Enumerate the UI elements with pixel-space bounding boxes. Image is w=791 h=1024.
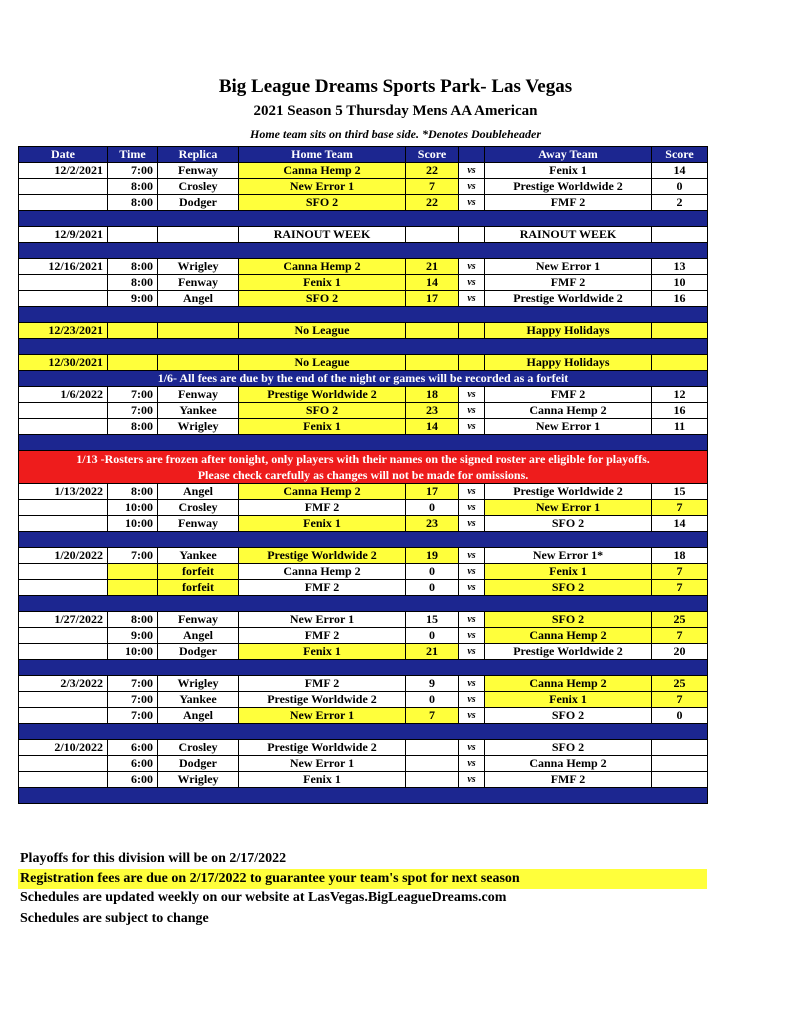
game-row — [19, 628, 708, 644]
game-row — [19, 291, 708, 307]
separator-row — [19, 307, 708, 323]
vs-cell: vs — [459, 548, 485, 564]
game-row — [19, 740, 708, 756]
time-cell: 7:00 — [108, 692, 158, 708]
replica-cell: Dodger — [158, 195, 239, 211]
replica-cell: Dodger — [158, 756, 239, 772]
week-notice-row — [19, 323, 708, 339]
away-team-cell: Prestige Worldwide 2 — [485, 179, 652, 195]
home-score-cell: 7 — [406, 179, 459, 195]
vs-cell: vs — [459, 484, 485, 500]
home-team-cell: Fenix 1 — [239, 644, 406, 660]
date-cell — [19, 179, 108, 195]
away-team-cell: FMF 2 — [485, 772, 652, 788]
replica-cell: Angel — [158, 628, 239, 644]
col-header-time: Time — [108, 147, 158, 163]
date-cell: 1/13/2022 — [19, 484, 108, 500]
away-score-cell — [652, 227, 708, 243]
vs-cell: vs — [459, 740, 485, 756]
home-team-cell: Fenix 1 — [239, 772, 406, 788]
time-cell — [108, 227, 158, 243]
home-team-cell: Canna Hemp 2 — [239, 163, 406, 179]
game-row — [19, 756, 708, 772]
home-score-cell — [406, 323, 459, 339]
home-team-cell: FMF 2 — [239, 500, 406, 516]
replica-cell: Crosley — [158, 179, 239, 195]
away-team-cell: Canna Hemp 2 — [485, 403, 652, 419]
separator-cell — [19, 596, 708, 612]
home-team-cell: FMF 2 — [239, 580, 406, 596]
separator-cell — [19, 788, 708, 804]
game-row — [19, 564, 708, 580]
vs-cell — [459, 323, 485, 339]
replica-cell: Wrigley — [158, 259, 239, 275]
vs-cell: vs — [459, 179, 485, 195]
home-score-cell: 19 — [406, 548, 459, 564]
notice-row — [19, 371, 708, 387]
date-cell — [19, 628, 108, 644]
home-score-cell: 21 — [406, 259, 459, 275]
home-score-cell — [406, 772, 459, 788]
away-team-cell: Happy Holidays — [485, 323, 652, 339]
vs-cell: vs — [459, 291, 485, 307]
date-cell — [19, 708, 108, 724]
col-header-vs — [459, 147, 485, 163]
home-score-cell: 0 — [406, 580, 459, 596]
home-score-cell: 14 — [406, 419, 459, 435]
replica-cell: Fenway — [158, 387, 239, 403]
time-cell: 7:00 — [108, 708, 158, 724]
vs-cell: vs — [459, 708, 485, 724]
away-score-cell: 11 — [652, 419, 708, 435]
away-score-cell: 2 — [652, 195, 708, 211]
separator-row — [19, 596, 708, 612]
page-title: Big League Dreams Sports Park- Las Vegas — [218, 76, 573, 97]
separator-row — [19, 788, 708, 804]
vs-cell: vs — [459, 580, 485, 596]
replica-cell: Fenway — [158, 163, 239, 179]
date-cell: 12/16/2021 — [19, 259, 108, 275]
time-cell: 8:00 — [108, 484, 158, 500]
replica-cell: Yankee — [158, 548, 239, 564]
home-team-cell: Fenix 1 — [239, 419, 406, 435]
home-team-cell: New Error 1 — [239, 612, 406, 628]
vs-cell — [459, 355, 485, 371]
date-cell: 12/30/2021 — [19, 355, 108, 371]
home-score-cell: 9 — [406, 676, 459, 692]
away-team-cell: Fenix 1 — [485, 163, 652, 179]
vs-cell: vs — [459, 195, 485, 211]
home-team-cell: Canna Hemp 2 — [239, 484, 406, 500]
away-team-cell: New Error 1* — [485, 548, 652, 564]
date-cell — [19, 772, 108, 788]
date-cell — [19, 419, 108, 435]
date-cell: 2/3/2022 — [19, 676, 108, 692]
home-team-cell: New Error 1 — [239, 708, 406, 724]
time-cell — [108, 355, 158, 371]
time-cell: 7:00 — [108, 403, 158, 419]
home-score-cell: 17 — [406, 291, 459, 307]
replica-cell: Yankee — [158, 403, 239, 419]
date-cell — [19, 403, 108, 419]
replica-cell: Fenway — [158, 275, 239, 291]
away-team-cell: New Error 1 — [485, 419, 652, 435]
vs-cell: vs — [459, 387, 485, 403]
time-cell: 8:00 — [108, 419, 158, 435]
separator-cell — [19, 724, 708, 740]
vs-cell: vs — [459, 676, 485, 692]
replica-cell: Fenway — [158, 516, 239, 532]
roster-alert-line-1: 1/13 -Rosters are frozen after tonight, only players with their names on the signed roster are eligible for playoffs. — [76, 452, 650, 466]
replica-cell — [158, 323, 239, 339]
home-score-cell: 22 — [406, 163, 459, 179]
game-row — [19, 692, 708, 708]
col-header-home-score: Score — [406, 147, 459, 163]
time-cell: 7:00 — [108, 163, 158, 179]
home-team-cell: RAINOUT WEEK — [239, 227, 406, 243]
home-team-cell: Prestige Worldwide 2 — [239, 692, 406, 708]
away-score-cell: 7 — [652, 628, 708, 644]
time-cell: 7:00 — [108, 387, 158, 403]
separator-cell — [19, 243, 708, 259]
away-team-cell: Fenix 1 — [485, 692, 652, 708]
date-cell — [19, 500, 108, 516]
away-team-cell: FMF 2 — [485, 275, 652, 291]
away-team-cell: SFO 2 — [485, 708, 652, 724]
away-score-cell: 25 — [652, 676, 708, 692]
away-score-cell: 14 — [652, 516, 708, 532]
replica-cell: forfeit — [158, 564, 239, 580]
col-header-replica: Replica — [158, 147, 239, 163]
home-score-cell: 0 — [406, 628, 459, 644]
replica-cell: Angel — [158, 484, 239, 500]
away-score-cell: 16 — [652, 291, 708, 307]
home-team-cell: No League — [239, 355, 406, 371]
game-row — [19, 179, 708, 195]
game-row — [19, 275, 708, 291]
replica-cell: Fenway — [158, 612, 239, 628]
away-team-cell: RAINOUT WEEK — [485, 227, 652, 243]
home-score-cell: 14 — [406, 275, 459, 291]
home-score-cell: 17 — [406, 484, 459, 500]
time-cell: 10:00 — [108, 500, 158, 516]
home-team-cell: Fenix 1 — [239, 516, 406, 532]
separator-row — [19, 435, 708, 451]
page-subtitle: 2021 Season 5 Thursday Mens AA American — [253, 103, 538, 119]
vs-cell: vs — [459, 628, 485, 644]
time-cell: 6:00 — [108, 756, 158, 772]
game-row — [19, 548, 708, 564]
date-cell — [19, 291, 108, 307]
away-score-cell — [652, 740, 708, 756]
away-score-cell: 16 — [652, 403, 708, 419]
vs-cell: vs — [459, 772, 485, 788]
separator-row — [19, 724, 708, 740]
home-score-cell — [406, 756, 459, 772]
vs-cell: vs — [459, 275, 485, 291]
roster-alert-cell — [19, 451, 708, 484]
separator-cell — [19, 660, 708, 676]
home-score-cell — [406, 740, 459, 756]
away-score-cell: 18 — [652, 548, 708, 564]
date-cell: 12/2/2021 — [19, 163, 108, 179]
time-cell — [108, 580, 158, 596]
away-team-cell: Prestige Worldwide 2 — [485, 291, 652, 307]
home-team-cell: Prestige Worldwide 2 — [239, 740, 406, 756]
separator-cell — [19, 339, 708, 355]
replica-cell: Crosley — [158, 740, 239, 756]
date-cell — [19, 580, 108, 596]
date-cell: 2/10/2022 — [19, 740, 108, 756]
time-cell: 10:00 — [108, 644, 158, 660]
game-row — [19, 163, 708, 179]
time-cell — [108, 564, 158, 580]
table-header-row — [19, 147, 708, 163]
away-score-cell: 12 — [652, 387, 708, 403]
vs-cell: vs — [459, 419, 485, 435]
vs-cell: vs — [459, 516, 485, 532]
time-cell — [108, 323, 158, 339]
replica-cell: forfeit — [158, 580, 239, 596]
home-score-cell: 0 — [406, 692, 459, 708]
away-team-cell: SFO 2 — [485, 580, 652, 596]
home-team-cell: Prestige Worldwide 2 — [239, 548, 406, 564]
replica-cell: Wrigley — [158, 772, 239, 788]
away-score-cell: 15 — [652, 484, 708, 500]
date-cell — [19, 692, 108, 708]
away-score-cell: 20 — [652, 644, 708, 660]
separator-cell — [19, 211, 708, 227]
separator-cell — [19, 435, 708, 451]
vs-cell: vs — [459, 403, 485, 419]
away-score-cell: 25 — [652, 612, 708, 628]
away-score-cell: 7 — [652, 564, 708, 580]
col-header-home-team: Home Team — [239, 147, 406, 163]
game-row — [19, 708, 708, 724]
playoffs-notice: Playoffs for this division will be on 2/17/2022 — [20, 851, 287, 866]
game-row — [19, 419, 708, 435]
home-team-cell: New Error 1 — [239, 756, 406, 772]
time-cell: 8:00 — [108, 195, 158, 211]
home-team-cell: SFO 2 — [239, 291, 406, 307]
col-header-away-score: Score — [652, 147, 708, 163]
vs-cell: vs — [459, 612, 485, 628]
home-score-cell: 0 — [406, 564, 459, 580]
away-team-cell: SFO 2 — [485, 740, 652, 756]
time-cell: 8:00 — [108, 275, 158, 291]
col-header-date: Date — [19, 147, 108, 163]
home-team-cell: Canna Hemp 2 — [239, 564, 406, 580]
date-cell — [19, 516, 108, 532]
notice-text: 1/6- All fees are due by the end of the night or games will be recorded as a forfeit — [19, 371, 708, 387]
vs-cell: vs — [459, 163, 485, 179]
away-score-cell — [652, 756, 708, 772]
replica-cell: Dodger — [158, 644, 239, 660]
separator-row — [19, 211, 708, 227]
home-team-cell: Canna Hemp 2 — [239, 259, 406, 275]
col-header-away-team: Away Team — [485, 147, 652, 163]
vs-cell: vs — [459, 259, 485, 275]
home-team-cell: Fenix 1 — [239, 275, 406, 291]
replica-cell — [158, 227, 239, 243]
separator-row — [19, 532, 708, 548]
away-score-cell: 14 — [652, 163, 708, 179]
replica-cell: Crosley — [158, 500, 239, 516]
week-notice-row — [19, 227, 708, 243]
separator-cell — [19, 307, 708, 323]
away-team-cell: New Error 1 — [485, 259, 652, 275]
away-score-cell: 0 — [652, 179, 708, 195]
away-team-cell: Prestige Worldwide 2 — [485, 484, 652, 500]
replica-cell: Angel — [158, 708, 239, 724]
vs-cell: vs — [459, 500, 485, 516]
away-score-cell — [652, 772, 708, 788]
away-team-cell: Canna Hemp 2 — [485, 676, 652, 692]
away-score-cell: 7 — [652, 580, 708, 596]
date-cell — [19, 564, 108, 580]
roster-alert-line-2: Please check carefully as changes will not be made for omissions. — [197, 468, 529, 482]
date-cell — [19, 644, 108, 660]
change-notice: Schedules are subject to change — [20, 911, 209, 926]
home-score-cell: 0 — [406, 500, 459, 516]
game-row — [19, 612, 708, 628]
home-score-cell — [406, 227, 459, 243]
schedule-table — [18, 146, 708, 804]
date-cell: 1/6/2022 — [19, 387, 108, 403]
time-cell: 8:00 — [108, 179, 158, 195]
game-row — [19, 516, 708, 532]
home-score-cell: 23 — [406, 403, 459, 419]
home-team-cell: SFO 2 — [239, 195, 406, 211]
time-cell: 7:00 — [108, 548, 158, 564]
away-team-cell: SFO 2 — [485, 612, 652, 628]
away-team-cell: Fenix 1 — [485, 564, 652, 580]
home-team-cell: Prestige Worldwide 2 — [239, 387, 406, 403]
vs-cell: vs — [459, 564, 485, 580]
game-row — [19, 772, 708, 788]
vs-cell — [459, 227, 485, 243]
roster-alert-row — [19, 451, 708, 484]
game-row — [19, 644, 708, 660]
date-cell: 1/27/2022 — [19, 612, 108, 628]
date-cell: 12/9/2021 — [19, 227, 108, 243]
home-score-cell — [406, 355, 459, 371]
away-team-cell: FMF 2 — [485, 387, 652, 403]
game-row — [19, 195, 708, 211]
replica-cell — [158, 355, 239, 371]
away-score-cell: 0 — [652, 708, 708, 724]
home-score-cell: 18 — [406, 387, 459, 403]
time-cell: 6:00 — [108, 772, 158, 788]
replica-cell: Wrigley — [158, 676, 239, 692]
replica-cell: Angel — [158, 291, 239, 307]
date-cell — [19, 195, 108, 211]
away-score-cell: 7 — [652, 692, 708, 708]
separator-cell — [19, 532, 708, 548]
date-cell — [19, 756, 108, 772]
game-row — [19, 403, 708, 419]
away-team-cell: New Error 1 — [485, 500, 652, 516]
vs-cell: vs — [459, 692, 485, 708]
home-score-cell: 23 — [406, 516, 459, 532]
home-score-cell: 22 — [406, 195, 459, 211]
game-row — [19, 580, 708, 596]
home-team-cell: No League — [239, 323, 406, 339]
home-team-cell: SFO 2 — [239, 403, 406, 419]
time-cell: 8:00 — [108, 612, 158, 628]
home-score-cell: 7 — [406, 708, 459, 724]
time-cell: 7:00 — [108, 676, 158, 692]
home-team-cell: FMF 2 — [239, 676, 406, 692]
date-cell — [19, 275, 108, 291]
away-team-cell: Canna Hemp 2 — [485, 756, 652, 772]
away-score-cell — [652, 323, 708, 339]
away-score-cell: 7 — [652, 500, 708, 516]
game-row — [19, 676, 708, 692]
home-score-cell: 21 — [406, 644, 459, 660]
vs-cell: vs — [459, 756, 485, 772]
week-notice-row — [19, 355, 708, 371]
time-cell: 9:00 — [108, 291, 158, 307]
away-score-cell — [652, 355, 708, 371]
website-notice: Schedules are updated weekly on our website at LasVegas.BigLeagueDreams.com — [20, 890, 507, 905]
registration-notice: Registration fees are due on 2/17/2022 to guarantee your team's spot for next season — [18, 869, 707, 889]
date-cell: 12/23/2021 — [19, 323, 108, 339]
game-row — [19, 387, 708, 403]
away-team-cell: SFO 2 — [485, 516, 652, 532]
game-row — [19, 500, 708, 516]
separator-row — [19, 243, 708, 259]
schedule-note: Home team sits on third base side. *Denotes Doubleheader — [250, 127, 541, 141]
game-row — [19, 484, 708, 500]
separator-row — [19, 660, 708, 676]
away-score-cell: 13 — [652, 259, 708, 275]
home-score-cell: 15 — [406, 612, 459, 628]
separator-row — [19, 339, 708, 355]
away-team-cell: Happy Holidays — [485, 355, 652, 371]
time-cell: 10:00 — [108, 516, 158, 532]
home-team-cell: FMF 2 — [239, 628, 406, 644]
date-cell: 1/20/2022 — [19, 548, 108, 564]
game-row — [19, 259, 708, 275]
away-score-cell: 10 — [652, 275, 708, 291]
home-team-cell: New Error 1 — [239, 179, 406, 195]
replica-cell: Wrigley — [158, 419, 239, 435]
away-team-cell: Prestige Worldwide 2 — [485, 644, 652, 660]
time-cell: 8:00 — [108, 259, 158, 275]
away-team-cell: FMF 2 — [485, 195, 652, 211]
away-team-cell: Canna Hemp 2 — [485, 628, 652, 644]
time-cell: 9:00 — [108, 628, 158, 644]
replica-cell: Yankee — [158, 692, 239, 708]
vs-cell: vs — [459, 644, 485, 660]
time-cell: 6:00 — [108, 740, 158, 756]
